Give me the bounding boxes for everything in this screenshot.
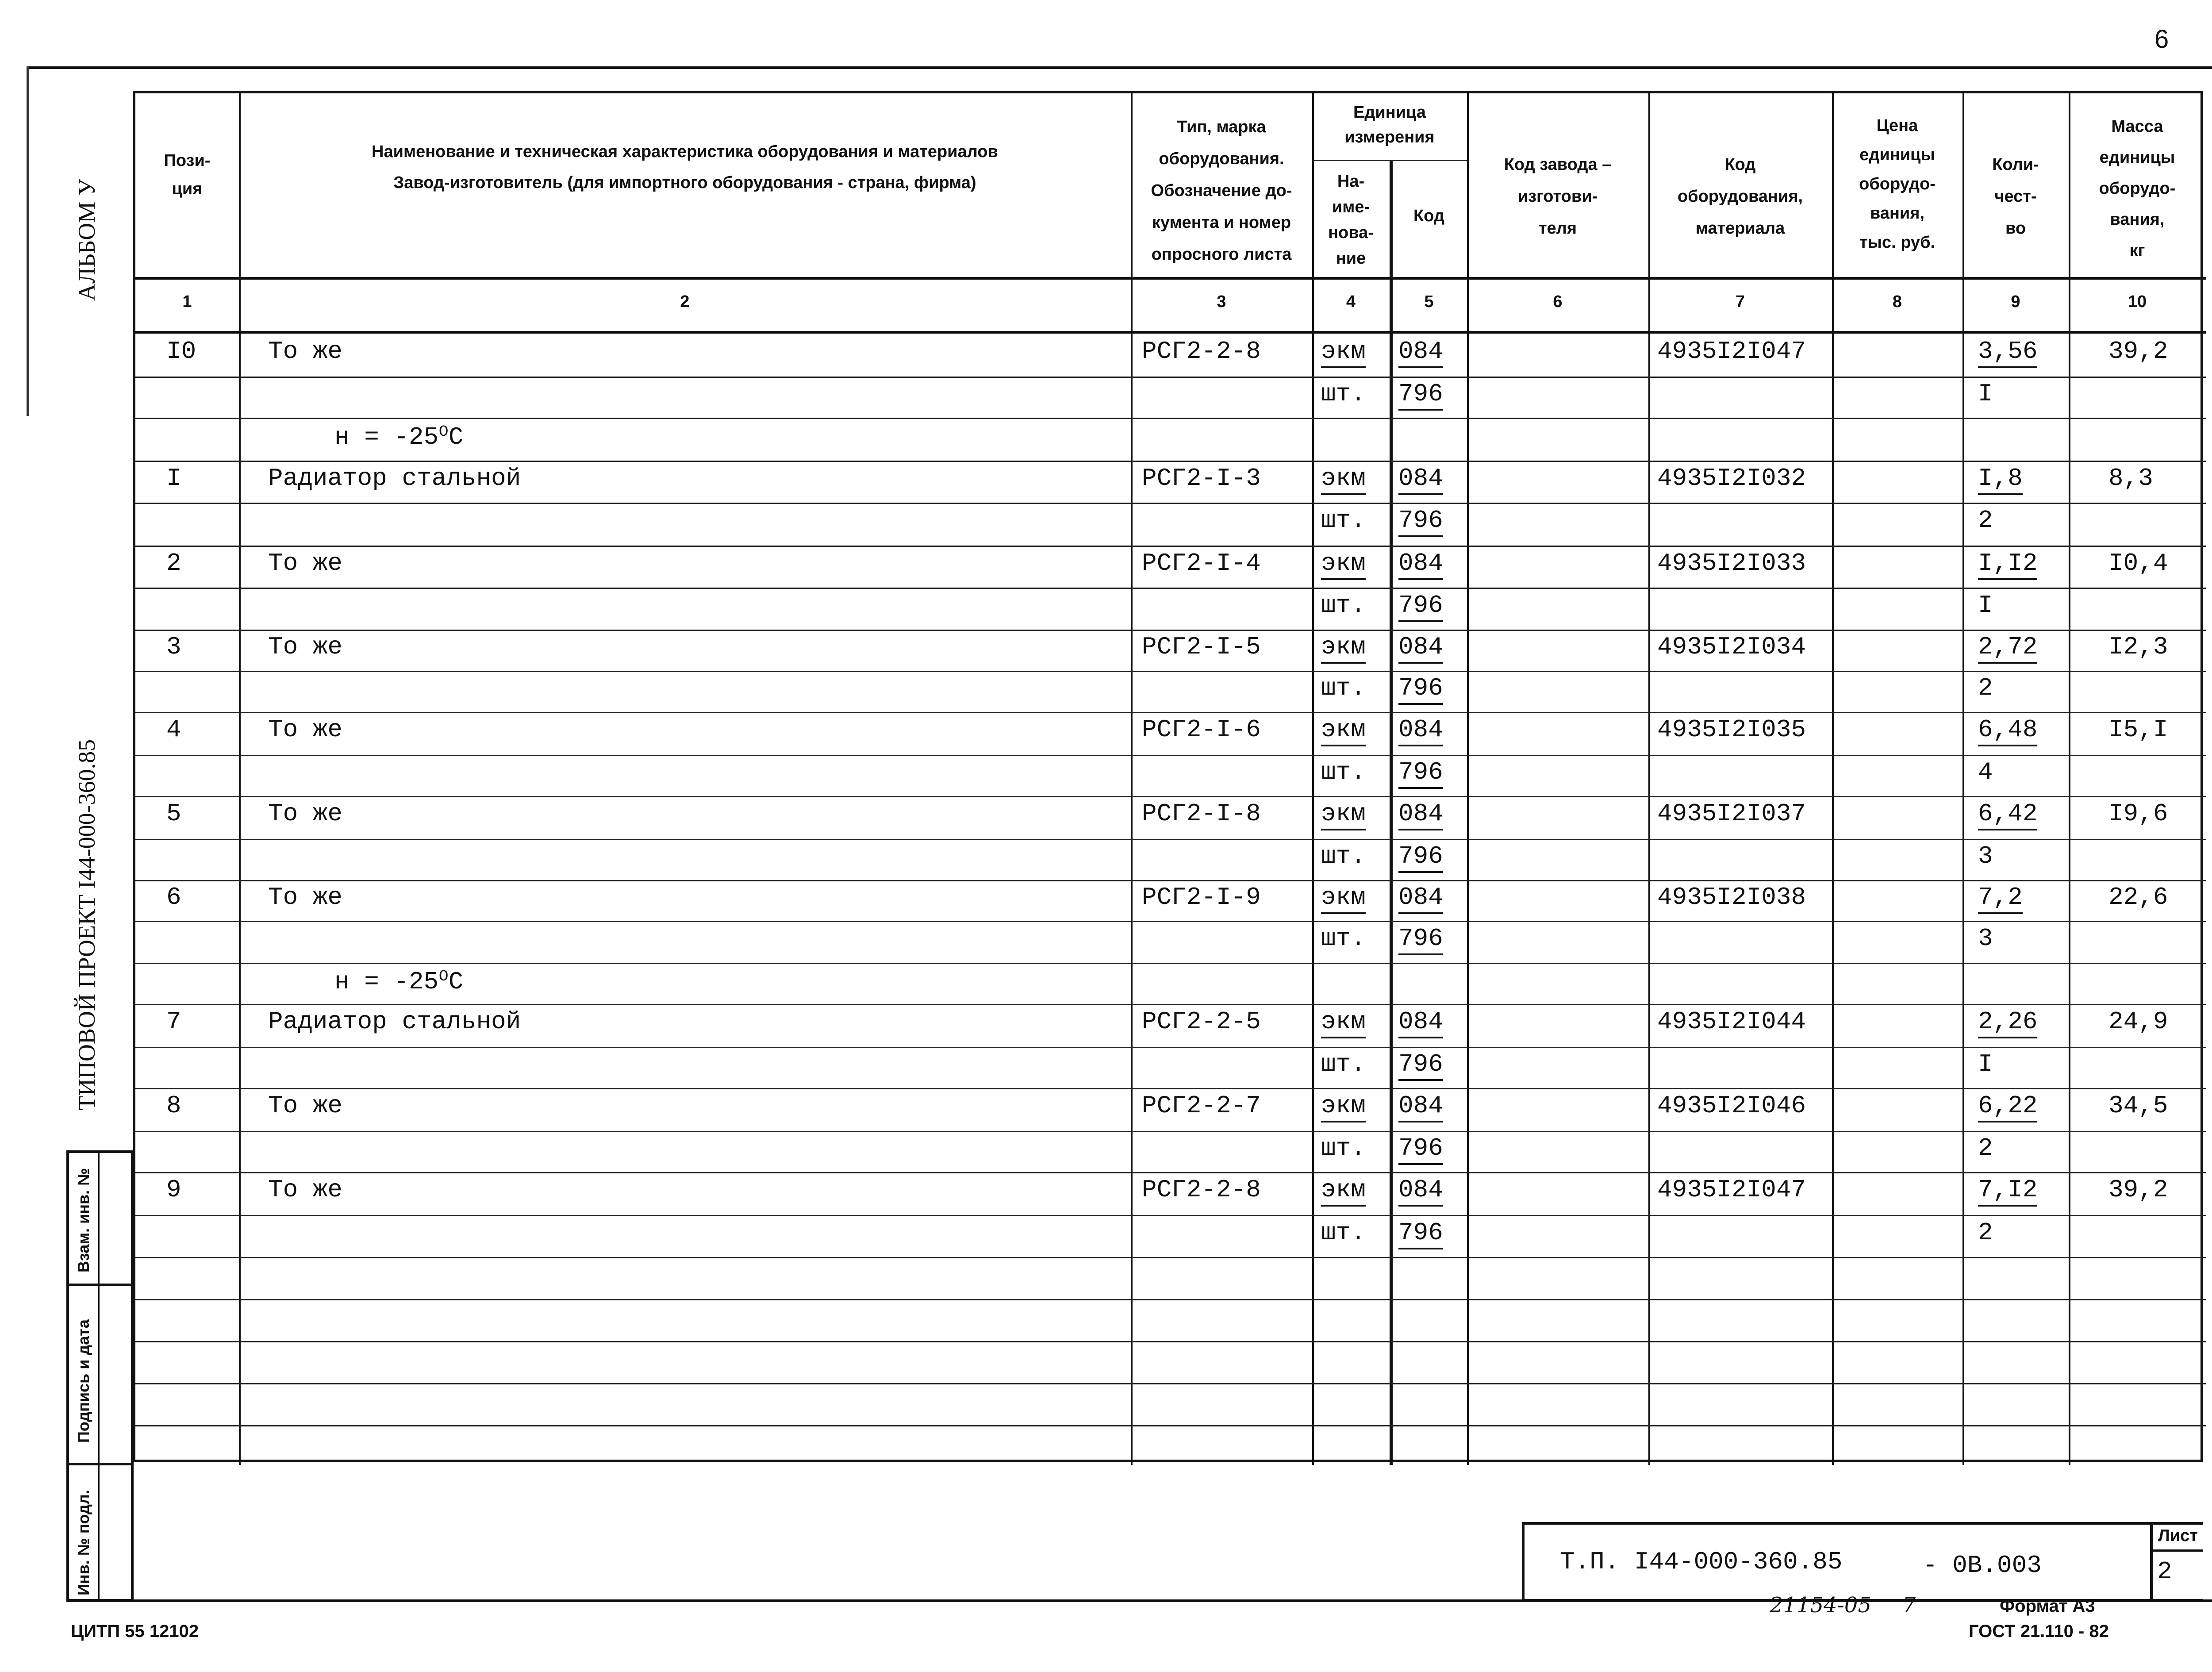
cell-code: 084: [1398, 549, 1443, 580]
document-designation: Т.П. I44-000-360.85: [1560, 1548, 1843, 1576]
cell-equip: 4935I2I038: [1657, 883, 1806, 911]
cell-unit: экм: [1321, 799, 1366, 830]
cell-unit: экм: [1321, 883, 1366, 914]
stamp-signature-label: Подпись и дата: [74, 1319, 92, 1443]
sheet-label: Лист: [2153, 1522, 2203, 1552]
frame-left-border: [27, 66, 29, 416]
cell-mass: 39,2: [2108, 1176, 2168, 1204]
cell-code: 084: [1398, 1092, 1443, 1122]
cell-type: РСГ2-2-5: [1142, 1007, 1261, 1036]
header-name-line1: Наименование и техническая характеристика оборудования и материалов: [372, 142, 998, 161]
cell-qty: I: [1978, 380, 1993, 408]
cell-unit: экм: [1321, 633, 1366, 664]
cell-code: 796: [1398, 842, 1443, 873]
row-divider: [135, 880, 2206, 881]
cell-code: 796: [1398, 1050, 1443, 1081]
footer-gost: ГОСТ 21.110 - 82: [1969, 1622, 2109, 1641]
cell-unit: шт.: [1321, 1050, 1366, 1078]
cell-qty: I: [1978, 591, 1993, 619]
cell-unit: шт.: [1321, 758, 1366, 786]
row-divider: [135, 1047, 2206, 1048]
row-divider: [135, 671, 2206, 672]
cell-pos: 2: [166, 549, 181, 577]
cell-name: То же: [268, 633, 343, 661]
album-label: АЛЬБОМ У: [73, 178, 100, 301]
header-divider: [135, 277, 2206, 280]
cell-qty: 6,22: [1978, 1092, 2037, 1122]
cell-code: 796: [1398, 924, 1443, 955]
header-mass: Масса единицы оборудо- вания, кг: [2099, 117, 2176, 260]
page-number: 6: [2154, 25, 2169, 54]
row-divider: [135, 712, 2206, 713]
cell-name: н = -25⁰С: [334, 968, 464, 996]
stamp-inventory-label: Инв. № подл.: [74, 1490, 92, 1595]
cell-unit: экм: [1321, 1007, 1366, 1038]
cell-name: То же: [268, 1092, 343, 1120]
cell-code: 796: [1398, 591, 1443, 622]
stamp-vzam-label: Взам. инв. №: [74, 1168, 92, 1272]
row-divider: [135, 755, 2206, 756]
cell-name: То же: [268, 883, 343, 911]
row-divider: [135, 1131, 2206, 1132]
column-number: 7: [1735, 292, 1745, 311]
header-equipment-code: Код оборудования, материала: [1677, 155, 1803, 238]
cell-name: То же: [268, 337, 343, 365]
cell-mass: 22,6: [2108, 883, 2168, 911]
sheet-number: 2: [2157, 1557, 2172, 1586]
cell-code: 084: [1398, 337, 1443, 368]
row-divider: [135, 630, 2206, 631]
cell-pos: 8: [166, 1092, 181, 1120]
cell-pos: I0: [166, 337, 196, 365]
cell-pos: 4: [166, 715, 181, 744]
cell-unit: шт.: [1321, 1218, 1366, 1247]
cell-code: 796: [1398, 506, 1443, 537]
row-divider: [135, 546, 2206, 547]
column-number: 10: [2128, 292, 2147, 311]
cell-qty: 6,48: [1978, 715, 2037, 746]
cell-unit: экм: [1321, 464, 1366, 495]
row-divider: [135, 503, 2206, 504]
column-divider: [1390, 160, 1393, 1465]
cell-mass: 8,3: [2108, 464, 2153, 492]
row-divider: [135, 921, 2206, 922]
cell-type: РСГ2-I-5: [1142, 633, 1261, 661]
cell-mass: I2,3: [2108, 633, 2168, 661]
row-divider: [135, 1299, 2206, 1300]
row-divider: [135, 461, 2206, 462]
title-block: [1522, 1522, 2203, 1602]
header-price: Цена единицы оборудо- вания, тыс. руб.: [1859, 116, 1936, 252]
row-divider: [135, 1425, 2206, 1426]
row-divider: [135, 1215, 2206, 1216]
cell-mass: 39,2: [2108, 337, 2168, 365]
row-divider: [135, 588, 2206, 589]
cell-code: 084: [1398, 883, 1443, 914]
cell-equip: 4935I2I044: [1657, 1007, 1806, 1036]
cell-pos: 9: [166, 1176, 181, 1204]
cell-pos: 6: [166, 883, 181, 911]
row-divider: [135, 963, 2206, 964]
header-position: Пози- ция: [164, 151, 211, 198]
cell-pos: 3: [166, 633, 181, 661]
cell-qty: 2: [1978, 1134, 1993, 1162]
footer-format: Формат А3: [2000, 1596, 2095, 1616]
cell-pos: I: [166, 464, 181, 492]
header-type: Тип, марка оборудования. Обозначение до- кумента и номер опросного листа: [1151, 118, 1292, 264]
cell-type: РСГ2-I-9: [1142, 883, 1261, 911]
cell-mass: I0,4: [2108, 549, 2168, 577]
column-number: 1: [182, 292, 192, 311]
cell-unit: экм: [1321, 549, 1366, 580]
cell-type: РСГ2-I-6: [1142, 715, 1261, 744]
cell-code: 796: [1398, 674, 1443, 705]
handwritten-number: 21154-05: [1770, 1593, 1871, 1618]
cell-qty: 2: [1978, 1218, 1993, 1247]
row-divider: [135, 1383, 2206, 1384]
cell-equip: 4935I2I047: [1657, 337, 1806, 365]
header-unit-code: Код: [1413, 207, 1445, 225]
cell-name: Радиатор стальной: [268, 1007, 521, 1036]
cell-qty: 6,42: [1978, 799, 2037, 830]
column-number: 2: [680, 292, 690, 311]
cell-type: РСГ2-I-3: [1142, 464, 1261, 492]
handwritten-mark: 7: [1902, 1593, 1916, 1618]
cell-name: То же: [268, 549, 343, 577]
cell-code: 796: [1398, 758, 1443, 789]
row-divider: [135, 1341, 2206, 1342]
cell-equip: 4935I2I047: [1657, 1176, 1806, 1204]
header-divider: [1312, 160, 1467, 161]
cell-qty: 2,26: [1978, 1007, 2037, 1038]
cell-name: То же: [268, 1176, 343, 1204]
cell-equip: 4935I2I046: [1657, 1092, 1806, 1120]
cell-unit: экм: [1321, 337, 1366, 368]
cell-unit: экм: [1321, 1092, 1366, 1122]
cell-type: РСГ2-I-8: [1142, 799, 1261, 828]
cell-code: 084: [1398, 464, 1443, 495]
cell-unit: шт.: [1321, 674, 1366, 702]
cell-unit: шт.: [1321, 1134, 1366, 1162]
column-number: 8: [1892, 292, 1902, 311]
column-number: 9: [2011, 292, 2020, 311]
cell-qty: 7,I2: [1978, 1176, 2037, 1207]
cell-unit: шт.: [1321, 842, 1366, 870]
header-unit: Единица измерения: [1344, 103, 1435, 146]
cell-qty: 3,56: [1978, 337, 2037, 368]
header-divider: [135, 331, 2206, 334]
cell-type: РСГ2-I-4: [1142, 549, 1261, 577]
stamp-block: [66, 1150, 134, 1602]
footer-organization: ЦИТП 55 12102: [71, 1622, 199, 1641]
cell-equip: 4935I2I032: [1657, 464, 1806, 492]
cell-qty: 2: [1978, 506, 1993, 534]
cell-unit: шт.: [1321, 924, 1366, 953]
cell-equip: 4935I2I033: [1657, 549, 1806, 577]
column-number: 3: [1217, 292, 1226, 311]
header-quantity: Коли- чест- во: [1992, 155, 2039, 238]
frame-top-border: [27, 66, 2212, 69]
cell-unit: шт.: [1321, 506, 1366, 534]
cell-code: 084: [1398, 715, 1443, 746]
cell-type: РСГ2-2-8: [1142, 337, 1261, 365]
row-divider: [135, 418, 2206, 419]
column-number: 5: [1424, 292, 1434, 311]
cell-mass: 34,5: [2108, 1092, 2168, 1120]
cell-qty: 2,72: [1978, 633, 2037, 664]
cell-unit: экм: [1321, 1176, 1366, 1207]
cell-equip: 4935I2I034: [1657, 633, 1806, 661]
cell-code: 084: [1398, 1176, 1443, 1207]
cell-code: 084: [1398, 1007, 1443, 1038]
row-divider: [135, 1004, 2206, 1005]
stamp-divider: [69, 1463, 131, 1465]
row-divider: [135, 1172, 2206, 1173]
frame-bottom-border: [66, 1599, 2212, 1602]
row-divider: [135, 839, 2206, 840]
cell-code: 084: [1398, 633, 1443, 664]
cell-unit: экм: [1321, 715, 1366, 746]
header-unit-name: На- име- нова- ние: [1328, 172, 1374, 268]
cell-unit: шт.: [1321, 380, 1366, 408]
column-number: 4: [1346, 292, 1356, 311]
project-label: ТИПОВОЙ ПРОЕКТ I44-000-360.85: [73, 739, 100, 1111]
cell-qty: 3: [1978, 924, 1993, 953]
cell-equip: 4935I2I035: [1657, 715, 1806, 744]
cell-name: То же: [268, 715, 343, 744]
cell-qty: I,8: [1978, 464, 2023, 495]
cell-code: 084: [1398, 799, 1443, 830]
cell-code: 796: [1398, 380, 1443, 411]
cell-qty: 4: [1978, 758, 1993, 786]
cell-type: РСГ2-2-7: [1142, 1092, 1261, 1120]
cell-name: Радиатор стальной: [268, 464, 521, 492]
cell-code: 796: [1398, 1218, 1443, 1249]
sheet-cell: [2150, 1522, 2203, 1602]
row-divider: [135, 796, 2206, 797]
cell-name: То же: [268, 799, 343, 828]
cell-qty: I: [1978, 1050, 1993, 1078]
cell-equip: 4935I2I037: [1657, 799, 1806, 828]
cell-qty: I,I2: [1978, 549, 2037, 580]
specification-table: [133, 91, 2203, 1462]
cell-name: н = -25⁰С: [334, 423, 464, 451]
cell-type: РСГ2-2-8: [1142, 1176, 1261, 1204]
cell-qty: 3: [1978, 842, 1993, 870]
cell-pos: 5: [166, 799, 181, 828]
row-divider: [135, 1257, 2206, 1258]
cell-pos: 7: [166, 1007, 181, 1036]
column-number: 6: [1553, 292, 1563, 311]
cell-unit: шт.: [1321, 591, 1366, 619]
row-divider: [135, 377, 2206, 378]
stamp-divider: [98, 1153, 100, 1599]
header-factory-code: Код завода – изготови- теля: [1504, 155, 1612, 238]
row-divider: [135, 1088, 2206, 1089]
header-name-line2: Завод-изготовитель (для импортного оборудования - страна, фирма): [393, 173, 976, 192]
cell-mass: I5,I: [2108, 715, 2168, 744]
cell-code: 796: [1398, 1134, 1443, 1165]
cell-mass: I9,6: [2108, 799, 2168, 828]
stamp-divider: [69, 1284, 131, 1286]
cell-qty: 2: [1978, 674, 1993, 702]
cell-qty: 7,2: [1978, 883, 2023, 914]
cell-mass: 24,9: [2108, 1007, 2168, 1036]
document-code: - 0В.003: [1923, 1551, 2042, 1580]
